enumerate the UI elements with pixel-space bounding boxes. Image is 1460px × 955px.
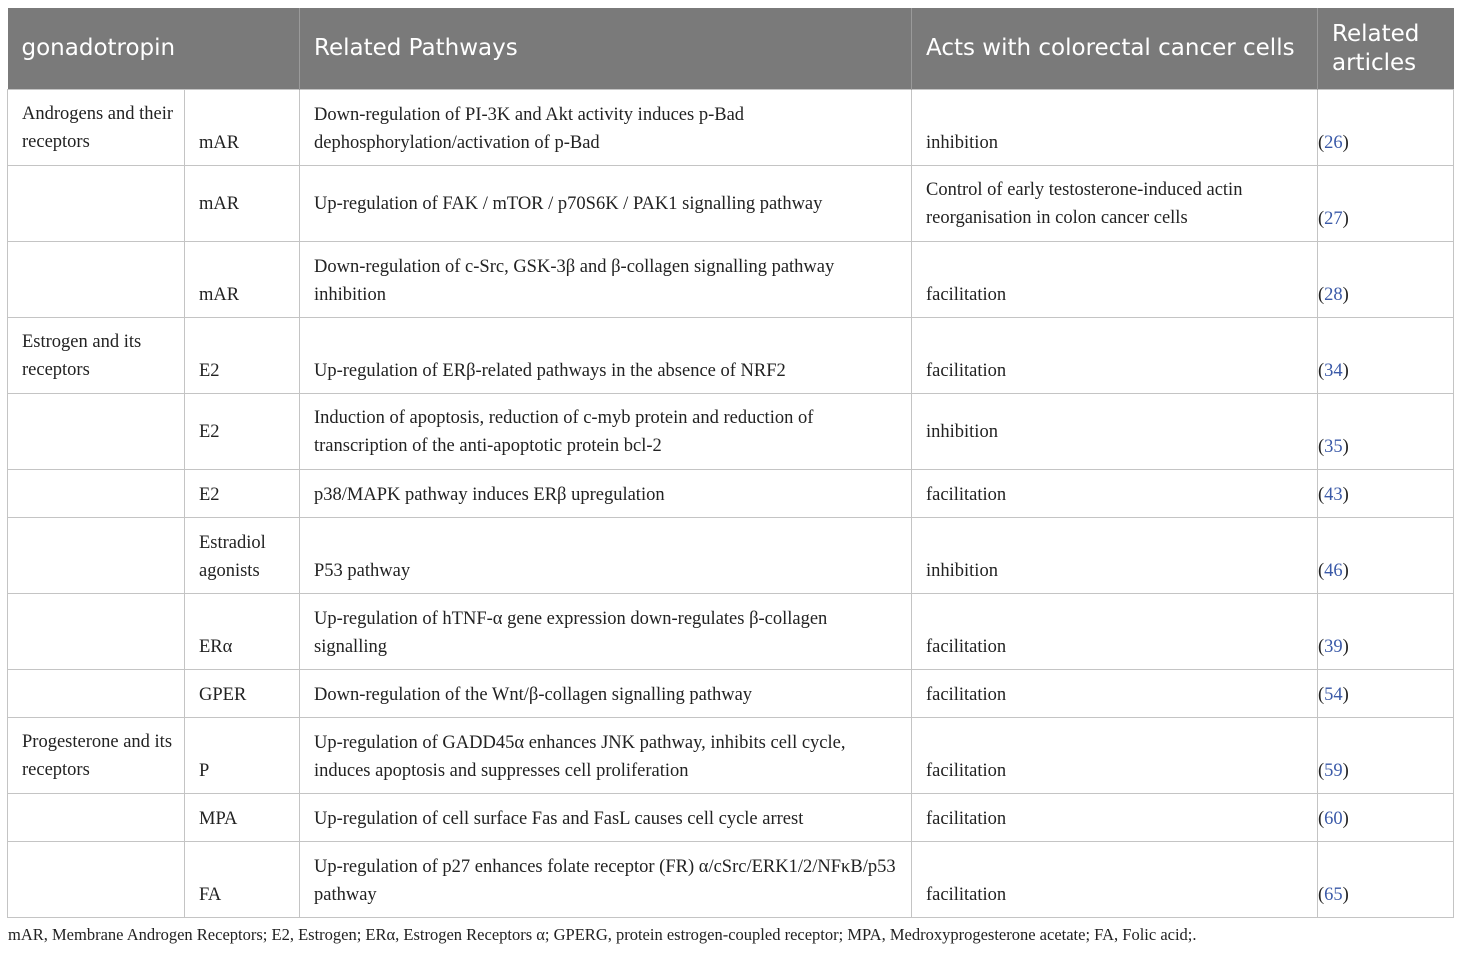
effect-cell: facilitation [912,794,1318,842]
header-acts-with-colorectal-cancer-cells: Acts with colorectal cancer cells [912,8,1318,90]
group-empty-cell [8,166,185,242]
effect-cell: facilitation [912,670,1318,718]
table-row [8,842,1454,918]
ref-open-paren: ( [1318,561,1325,581]
article-ref-link[interactable]: 35 [1324,437,1343,457]
header-related-pathways: Related Pathways [300,8,912,90]
article-ref-cell [1318,242,1454,318]
receptor-cell: GPER [185,670,300,718]
receptor-cell: P [185,718,300,794]
pathway-cell: Up-regulation of GADD45α enhances JNK pathway, inhibits cell cycle, induces apoptosis and suppresses cell proliferation [300,718,912,794]
group-label-estrogen: Estrogen and its receptors [8,318,185,394]
receptor-cell: ERα [185,594,300,670]
article-ref-link[interactable]: 54 [1324,685,1343,705]
table-row [8,166,1454,242]
article-ref-cell [1318,394,1454,470]
effect-cell: inhibition [912,394,1318,470]
ref-close-paren: ) [1342,637,1349,657]
ref-open-paren: ( [1318,885,1325,905]
table-row [8,90,1454,166]
ref-open-paren: ( [1318,133,1325,153]
receptor-cell: E2 [185,470,300,518]
receptor-cell: mAR [185,90,300,166]
pathway-cell: Up-regulation of cell surface Fas and FasL causes cell cycle arrest [300,794,912,842]
table-row [8,318,1454,394]
group-empty-cell [8,842,185,918]
ref-close-paren: ) [1342,437,1349,457]
article-ref-link[interactable]: 28 [1324,285,1343,305]
table-row [8,718,1454,794]
header-gonadotropin: gonadotropin [8,8,300,90]
ref-open-paren: ( [1318,485,1325,505]
ref-open-paren: ( [1318,437,1325,457]
table-row [8,394,1454,470]
effect-cell: facilitation [912,242,1318,318]
ref-close-paren: ) [1342,285,1349,305]
pathway-cell: Up-regulation of hTNF-α gene expression down-regulates β-collagen signalling [300,594,912,670]
article-ref-cell [1318,166,1454,242]
group-empty-cell [8,470,185,518]
receptor-cell: mAR [185,242,300,318]
pathway-cell: Up-regulation of ERβ-related pathways in the absence of NRF2 [300,318,912,394]
effect-cell: facilitation [912,718,1318,794]
effect-cell: facilitation [912,842,1318,918]
article-ref-link[interactable]: 27 [1324,209,1343,229]
receptor-cell: Estradiol agonists [185,518,300,594]
ref-open-paren: ( [1318,685,1325,705]
ref-open-paren: ( [1318,285,1325,305]
ref-close-paren: ) [1342,485,1349,505]
receptor-cell: MPA [185,794,300,842]
ref-close-paren: ) [1342,885,1349,905]
article-ref-cell [1318,318,1454,394]
group-empty-cell [8,242,185,318]
ref-close-paren: ) [1342,133,1349,153]
article-ref-link[interactable]: 65 [1324,885,1343,905]
article-ref-cell [1318,794,1454,842]
effect-cell: facilitation [912,318,1318,394]
pathway-cell: Down-regulation of c-Src, GSK-3β and β-collagen signalling pathway inhibition [300,242,912,318]
article-ref-link[interactable]: 59 [1324,761,1343,781]
ref-close-paren: ) [1342,809,1349,829]
article-ref-cell [1318,90,1454,166]
pathway-cell: Induction of apoptosis, reduction of c-myb protein and reduction of transcription of the anti-apoptotic protein bcl-2 [300,394,912,470]
receptor-cell: FA [185,842,300,918]
effect-cell: facilitation [912,594,1318,670]
ref-open-paren: ( [1318,361,1325,381]
article-ref-cell [1318,670,1454,718]
table-row [8,470,1454,518]
group-empty-cell [8,594,185,670]
group-empty-cell [8,394,185,470]
gonadotropin-table [7,8,1454,918]
receptor-cell: E2 [185,318,300,394]
effect-cell: inhibition [912,518,1318,594]
effect-cell: Control of early testosterone-induced actin reorganisation in colon cancer cells [912,166,1318,242]
article-ref-cell [1318,842,1454,918]
group-empty-cell [8,670,185,718]
ref-open-paren: ( [1318,809,1325,829]
ref-close-paren: ) [1342,361,1349,381]
article-ref-link[interactable]: 43 [1324,485,1343,505]
pathway-cell: Up-regulation of p27 enhances folate receptor (FR) α/cSrc/ERK1/2/NFκB/p53 pathway [300,842,912,918]
ref-close-paren: ) [1342,209,1349,229]
article-ref-link[interactable]: 34 [1324,361,1343,381]
article-ref-link[interactable]: 60 [1324,809,1343,829]
pathway-cell: p38/MAPK pathway induces ERβ upregulation [300,470,912,518]
table-row [8,670,1454,718]
ref-close-paren: ) [1342,561,1349,581]
article-ref-cell [1318,718,1454,794]
group-label-androgens: Androgens and their receptors [8,90,185,166]
pathway-cell: Up-regulation of FAK / mTOR / p70S6K / PAK1 signalling pathway [300,166,912,242]
group-label-progesterone: Progesterone and its receptors [8,718,185,794]
article-ref-cell [1318,518,1454,594]
table-row [8,794,1454,842]
pathway-cell: Down-regulation of the Wnt/β-collagen signalling pathway [300,670,912,718]
effect-cell: facilitation [912,470,1318,518]
effect-cell: inhibition [912,90,1318,166]
group-empty-cell [8,794,185,842]
table-row [8,518,1454,594]
receptor-cell: E2 [185,394,300,470]
ref-open-paren: ( [1318,209,1325,229]
table-header-row [8,8,1454,90]
ref-open-paren: ( [1318,761,1325,781]
ref-close-paren: ) [1342,761,1349,781]
article-ref-link[interactable]: 26 [1324,133,1343,153]
receptor-cell: mAR [185,166,300,242]
article-ref-cell [1318,470,1454,518]
group-empty-cell [8,518,185,594]
ref-open-paren: ( [1318,637,1325,657]
ref-close-paren: ) [1342,685,1349,705]
article-ref-link[interactable]: 46 [1324,561,1343,581]
table-footnote: mAR, Membrane Androgen Receptors; E2, Estrogen; ERα, Estrogen Receptors α; GPERG, protein estrogen-coupled receptor; MPA, Medroxyprogesterone acetate; FA, Folic acid;. [8,925,1197,944]
pathway-cell: P53 pathway [300,518,912,594]
article-ref-cell [1318,594,1454,670]
header-related-articles: Related articles [1318,8,1454,90]
pathway-cell: Down-regulation of PI-3K and Akt activity induces p-Bad dephosphorylation/activation of p-Bad [300,90,912,166]
table-row [8,242,1454,318]
article-ref-link[interactable]: 39 [1324,637,1343,657]
table-row [8,594,1454,670]
